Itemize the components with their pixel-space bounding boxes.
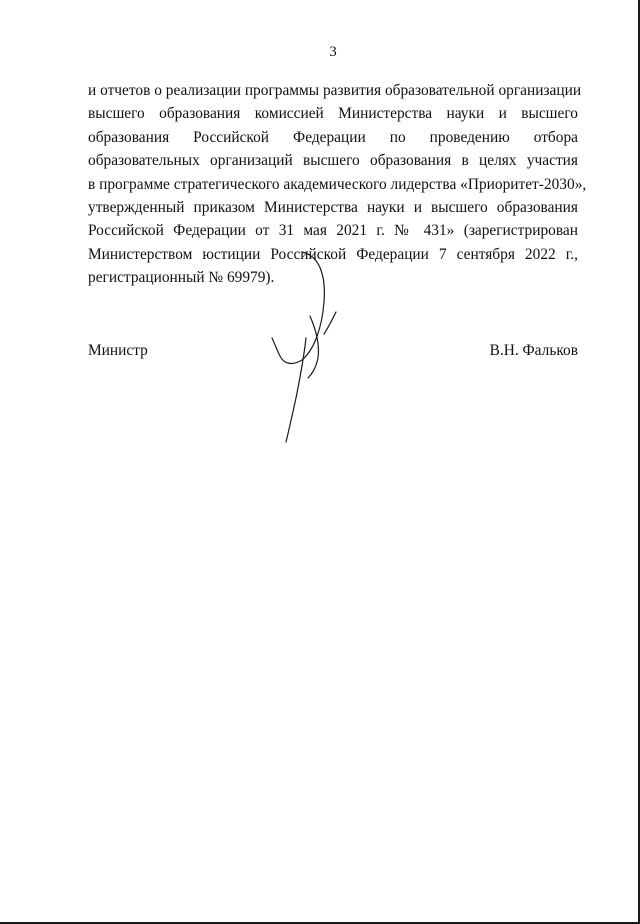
signature-stroke-dash (324, 312, 336, 334)
page-number: 3 (329, 44, 337, 60)
text-line: регистрационный № 69979). (88, 269, 275, 287)
handwritten-signature (262, 246, 352, 446)
signer-name: В.Н. Фальков (489, 342, 578, 359)
text-line: и отчетов о реализации программы развития образовательной организации (88, 82, 582, 99)
text-line: образования Российской Федерации по проведению отбора (88, 128, 578, 146)
signer-title: Министр (88, 342, 148, 359)
text-line: Российской Федерации от 31 мая 2021 г. № 431» (зарегистрирован (88, 222, 578, 240)
signature-stroke-main (272, 252, 324, 363)
signature-stroke-flourish (308, 316, 319, 378)
text-line: в программе стратегического академического лидерства «Приоритет-2030», (88, 175, 587, 193)
signature-stroke-tail (286, 338, 306, 442)
text-line: высшего образования комиссией Министерства науки и высшего (88, 105, 578, 123)
text-line: утвержденный приказом Министерства науки и высшего образования (88, 199, 578, 217)
text-line: образовательных организаций высшего образования в целях участия (88, 152, 578, 170)
text-line: Министерством юстиции Российской Федерации 7 сентября 2022 г., (88, 245, 578, 263)
